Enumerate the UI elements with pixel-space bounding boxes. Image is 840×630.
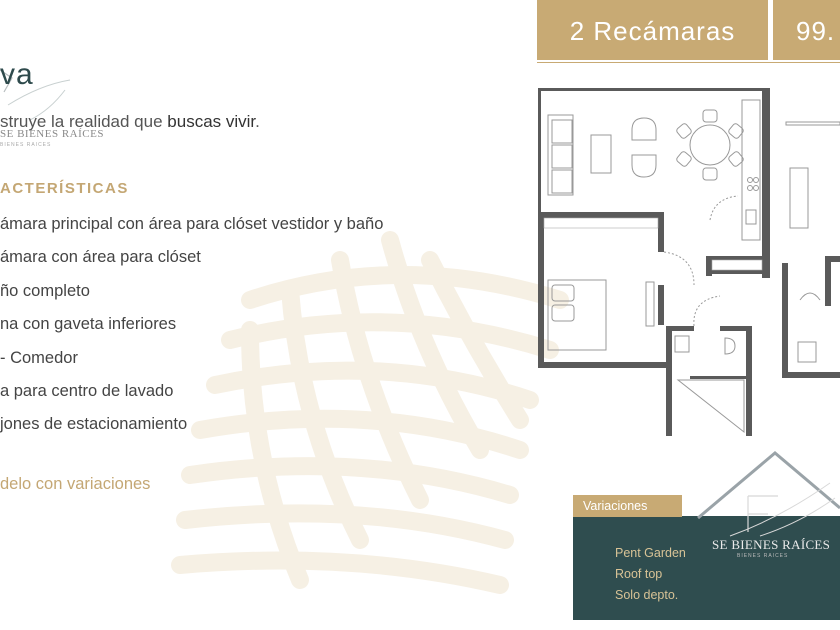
feature-item: a para centro de lavado	[0, 381, 174, 400]
variations-list	[615, 543, 686, 606]
features-list	[0, 212, 383, 446]
brand-name: SE BIENES RAÍCES	[712, 537, 831, 552]
model-variations-note: delo con variaciones	[0, 475, 151, 493]
features-heading: ACTERÍSTICAS	[0, 180, 129, 197]
feature-item: jones de estacionamiento	[0, 415, 188, 434]
badge-underline	[537, 62, 840, 63]
area-badge: 99.	[773, 0, 840, 60]
tagline-period: .	[255, 112, 260, 131]
brand-logo-mark	[0, 30, 90, 160]
floor-plan	[520, 80, 840, 440]
brand-name-small: SE BIENES RAÍCES	[0, 128, 104, 140]
tagline-text: struye la realidad que	[0, 112, 168, 131]
brand-subtitle-small: BIENES RAICES	[0, 142, 52, 148]
bedrooms-badge: 2 Recámaras	[537, 0, 768, 60]
feature-item: na con gaveta inferiores	[0, 315, 177, 334]
feature-item: ño completo	[0, 281, 90, 300]
model-name: va	[0, 58, 34, 91]
brand-subtitle: BIENES RAICES	[737, 553, 789, 559]
variations-header: Variaciones	[573, 495, 682, 517]
feature-item: ámara con área para clóset	[0, 248, 201, 267]
variation-item: Pent Garden	[615, 546, 686, 560]
variation-item: Roof top	[615, 567, 663, 581]
feature-item: ámara principal con área para clóset vestidor y baño	[0, 215, 384, 233]
tagline-emphasis: buscas vivir	[167, 112, 256, 131]
brand-logo-mark	[690, 448, 840, 538]
feature-item: - Comedor	[0, 348, 78, 367]
variation-item: Solo depto.	[615, 588, 679, 602]
